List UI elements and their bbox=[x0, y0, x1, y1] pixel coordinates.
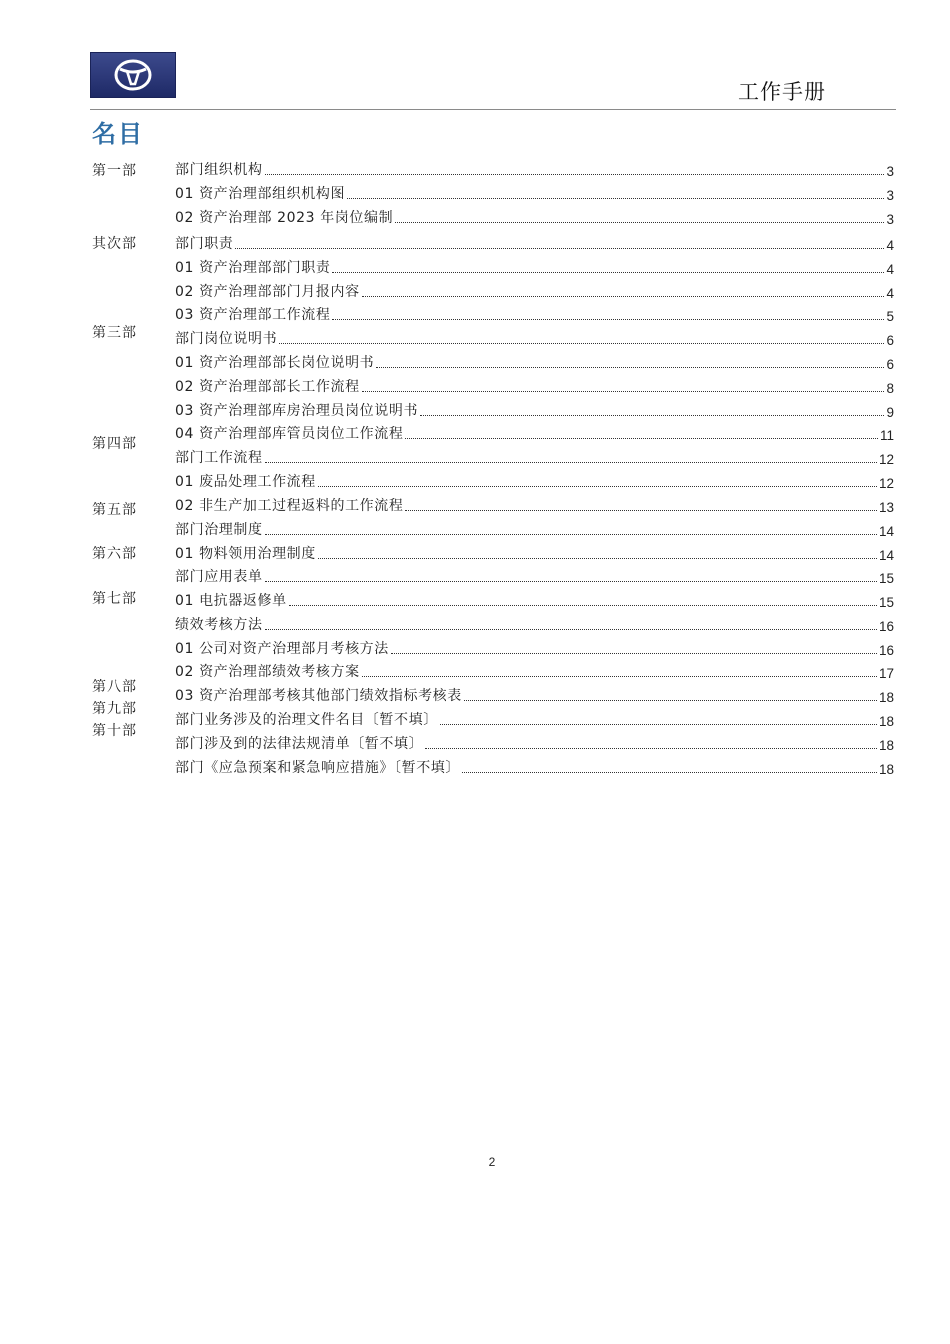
toc-entry-title: 部门工作流程 bbox=[175, 450, 263, 466]
part-label: 第四部 bbox=[92, 436, 137, 452]
toc-entry[interactable] bbox=[175, 328, 894, 348]
toc-page-number: 18 bbox=[878, 714, 894, 729]
toc-entry-title: 01 废品处理工作流程 bbox=[175, 474, 316, 490]
toc-entry-title: 部门岗位说明书 bbox=[175, 331, 278, 347]
toc-leader-dots bbox=[464, 700, 877, 701]
toc-leader-dots bbox=[362, 296, 885, 297]
toc-leader-dots bbox=[279, 343, 884, 344]
toc-leader-dots bbox=[347, 198, 884, 199]
toc-page-number: 4 bbox=[886, 262, 894, 277]
header-divider bbox=[90, 109, 896, 110]
toc-entry[interactable] bbox=[175, 423, 894, 443]
part-label: 第六部 bbox=[92, 546, 137, 562]
toc-leader-dots bbox=[391, 653, 877, 654]
toc-entry-title: 01 电抗器返修单 bbox=[175, 593, 287, 609]
toc-page-number: 18 bbox=[878, 738, 894, 753]
toc-entry-title: 01 资产治理部部门职责 bbox=[175, 260, 331, 276]
toc-page-number: 12 bbox=[878, 476, 894, 491]
toc-leader-dots bbox=[362, 391, 885, 392]
toc-entry-title: 03 资产治理部工作流程 bbox=[175, 307, 331, 323]
toc-page-number: 3 bbox=[886, 164, 894, 179]
toc-entry-title: 02 资产治理部部门月报内容 bbox=[175, 284, 360, 300]
toc-leader-dots bbox=[420, 415, 884, 416]
toc-entry[interactable] bbox=[175, 400, 894, 420]
toc-entry[interactable] bbox=[175, 733, 894, 753]
toc-entry-title: 部门应用表单 bbox=[175, 569, 263, 585]
toc-entry[interactable] bbox=[175, 709, 894, 729]
toc-page-number: 15 bbox=[878, 571, 894, 586]
toc-entry[interactable] bbox=[175, 304, 894, 324]
toc-leader-dots bbox=[265, 174, 885, 175]
company-logo bbox=[90, 52, 176, 98]
toc-page-number: 12 bbox=[878, 452, 894, 467]
toc-entry[interactable] bbox=[175, 614, 894, 634]
logo-emblem-icon bbox=[91, 53, 175, 97]
toc-leader-dots bbox=[318, 486, 877, 487]
toc-entry-title: 02 资产治理部绩效考核方案 bbox=[175, 664, 360, 680]
toc-entry-title: 部门职责 bbox=[175, 236, 234, 252]
toc-entry[interactable] bbox=[175, 257, 894, 277]
part-label: 第七部 bbox=[92, 591, 137, 607]
toc-entry[interactable] bbox=[175, 638, 894, 658]
toc-page-number: 18 bbox=[878, 762, 894, 777]
part-label: 第九部 bbox=[92, 701, 137, 717]
header-title: 工作手册 bbox=[738, 80, 826, 104]
toc-entry[interactable] bbox=[175, 543, 894, 563]
page-title: 名目 bbox=[92, 120, 144, 148]
toc-entry[interactable] bbox=[175, 566, 894, 586]
toc-page-number: 4 bbox=[886, 238, 894, 253]
toc-entry[interactable] bbox=[175, 519, 894, 539]
toc-entry-title: 01 公司对资产治理部月考核方法 bbox=[175, 641, 389, 657]
toc-entry[interactable] bbox=[175, 685, 894, 705]
toc-page-number: 16 bbox=[878, 643, 894, 658]
toc-leader-dots bbox=[395, 222, 884, 223]
toc-entry[interactable] bbox=[175, 661, 894, 681]
toc-page-number: 16 bbox=[878, 619, 894, 634]
toc-entry[interactable] bbox=[175, 590, 894, 610]
toc-entry[interactable] bbox=[175, 495, 894, 515]
toc-leader-dots bbox=[425, 748, 877, 749]
toc-page-number: 6 bbox=[886, 333, 894, 348]
toc-leader-dots bbox=[318, 558, 877, 559]
toc-entry-title: 部门涉及到的法律法规清单〔暂不填〕 bbox=[175, 736, 424, 752]
toc-leader-dots bbox=[265, 462, 877, 463]
toc-entry[interactable] bbox=[175, 471, 894, 491]
part-label: 第三部 bbox=[92, 325, 137, 341]
toc-leader-dots bbox=[405, 438, 878, 439]
toc-entry-title: 绩效考核方法 bbox=[175, 617, 263, 633]
part-label: 第十部 bbox=[92, 723, 137, 739]
toc-entry[interactable] bbox=[175, 757, 894, 777]
toc-entry-title: 03 资产治理部考核其他部门绩效指标考核表 bbox=[175, 688, 462, 704]
toc-entry-title: 01 资产治理部组织机构图 bbox=[175, 186, 346, 202]
toc-page-number: 18 bbox=[878, 690, 894, 705]
toc-leader-dots bbox=[332, 319, 884, 320]
part-label: 第五部 bbox=[92, 502, 137, 518]
toc-entry[interactable] bbox=[175, 281, 894, 301]
page-number: 2 bbox=[488, 1155, 496, 1169]
toc-leader-dots bbox=[265, 534, 877, 535]
toc-leader-dots bbox=[289, 605, 877, 606]
toc-leader-dots bbox=[462, 772, 877, 773]
toc-leader-dots bbox=[265, 629, 877, 630]
toc-entry-title: 03 资产治理部库房治理员岗位说明书 bbox=[175, 403, 419, 419]
toc-leader-dots bbox=[235, 248, 884, 249]
toc-entry-title: 部门《应急预案和紧急响应措施》〔暂不填〕 bbox=[175, 760, 460, 776]
part-label: 第一部 bbox=[92, 163, 137, 179]
toc-leader-dots bbox=[265, 581, 877, 582]
toc-entry[interactable] bbox=[175, 352, 894, 372]
toc-page-number: 3 bbox=[886, 212, 894, 227]
toc-page-number: 14 bbox=[878, 548, 894, 563]
toc-page-number: 17 bbox=[878, 666, 894, 681]
toc-leader-dots bbox=[362, 676, 877, 677]
toc-leader-dots bbox=[376, 367, 884, 368]
toc-entry-title: 02 资产治理部部长工作流程 bbox=[175, 379, 360, 395]
toc-entry[interactable] bbox=[175, 183, 894, 203]
toc-leader-dots bbox=[332, 272, 884, 273]
toc-page-number: 14 bbox=[878, 524, 894, 539]
toc-page-number: 8 bbox=[886, 381, 894, 396]
toc-entry[interactable] bbox=[175, 447, 894, 467]
toc-entry[interactable] bbox=[175, 159, 894, 179]
part-label: 第八部 bbox=[92, 679, 137, 695]
toc-page-number: 11 bbox=[879, 428, 894, 443]
toc-leader-dots bbox=[440, 724, 877, 725]
toc-entry-title: 部门治理制度 bbox=[175, 522, 263, 538]
toc-entry-title: 01 物料领用治理制度 bbox=[175, 546, 316, 562]
toc-leader-dots bbox=[405, 510, 877, 511]
toc-entry-title: 部门业务涉及的治理文件名目〔暂不填〕 bbox=[175, 712, 438, 728]
toc-entry-title: 02 资产治理部 2023 年岗位编制 bbox=[175, 210, 394, 226]
toc-page-number: 4 bbox=[886, 286, 894, 301]
part-label: 其次部 bbox=[92, 236, 137, 252]
toc-entry[interactable] bbox=[175, 233, 894, 253]
toc-page-number: 15 bbox=[878, 595, 894, 610]
toc-page-number: 5 bbox=[886, 309, 894, 324]
toc-entry-title: 部门组织机构 bbox=[175, 162, 263, 178]
toc-entry-title: 02 非生产加工过程返料的工作流程 bbox=[175, 498, 404, 514]
toc-page-number: 3 bbox=[886, 188, 894, 203]
toc-page-number: 13 bbox=[878, 500, 894, 515]
toc-entry[interactable] bbox=[175, 376, 894, 396]
toc-page-number: 9 bbox=[886, 405, 894, 420]
toc-page-number: 6 bbox=[886, 357, 894, 372]
toc-entry-title: 01 资产治理部部长岗位说明书 bbox=[175, 355, 375, 371]
toc-entry-title: 04 资产治理部库管员岗位工作流程 bbox=[175, 426, 404, 442]
toc-entry[interactable] bbox=[175, 207, 894, 227]
